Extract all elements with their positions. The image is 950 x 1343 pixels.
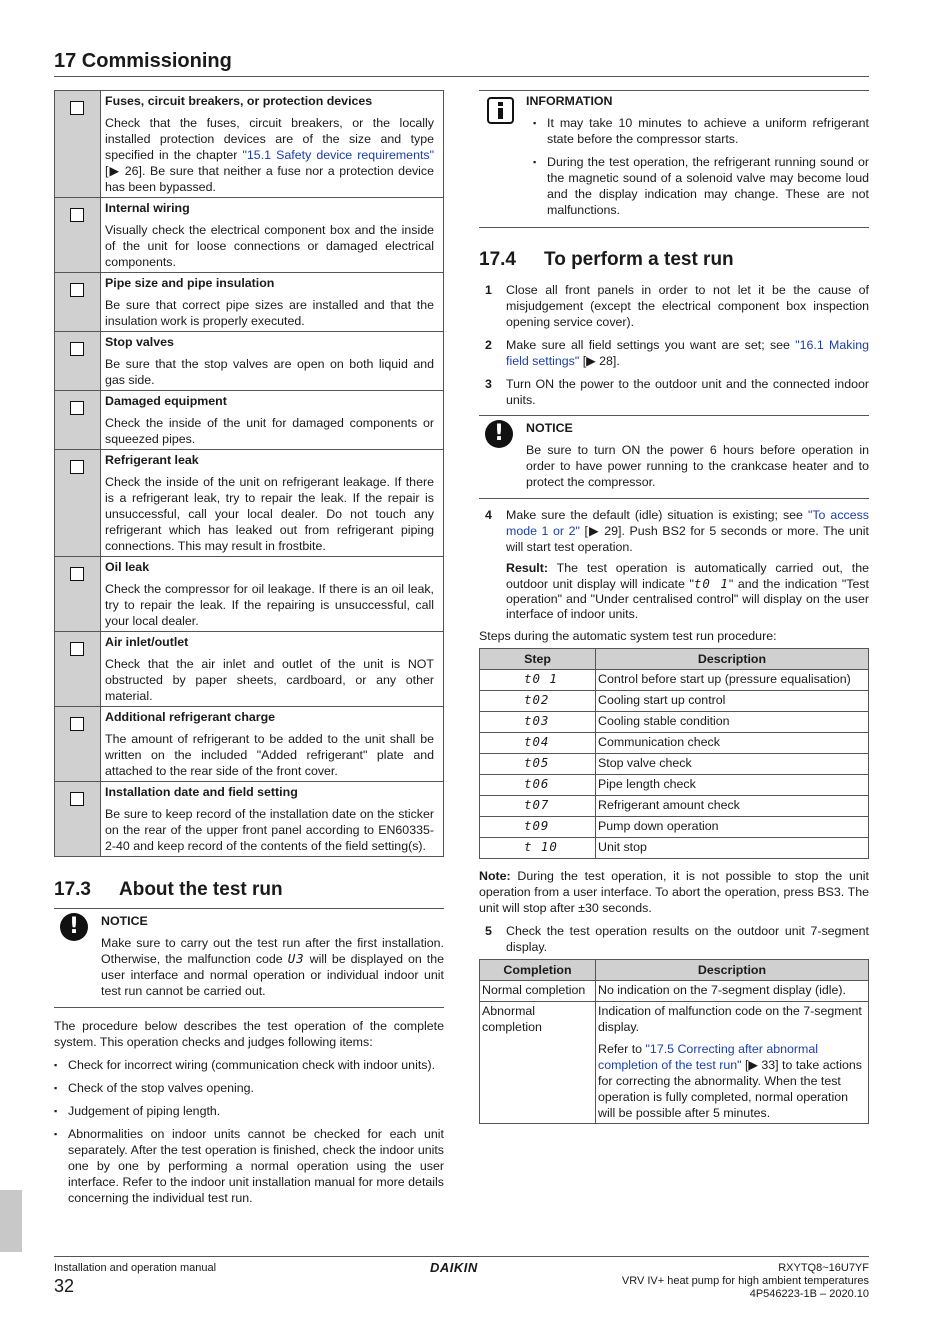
- checkbox-cell: [55, 332, 101, 391]
- list-item: ▪ Check of the stop valves opening.: [54, 1080, 444, 1096]
- section-number: 17.4: [479, 249, 516, 270]
- information-box: [479, 90, 869, 228]
- checkbox-cell: [55, 782, 101, 857]
- checklist-content: [101, 332, 444, 391]
- list-item: ▪ During the test operation, the refrigerant running sound or the magnetic sound of a solenoid valve may become loud and the display indication may change. These are not malfunctions.: [533, 154, 869, 218]
- checklist-row: [55, 632, 444, 707]
- table-row: [480, 981, 869, 1002]
- field-settings-link[interactable]: "16.1 Making field settings": [506, 338, 869, 368]
- exclamation-icon: !: [485, 420, 513, 448]
- column-header: Completion: [480, 960, 596, 981]
- test-steps-table: [479, 648, 869, 859]
- step-description: Cooling start up control: [596, 691, 869, 712]
- checkbox[interactable]: [70, 642, 84, 656]
- section-title: About the test run: [119, 879, 283, 900]
- step-code: t09: [480, 817, 596, 838]
- table-cell: No indication on the 7-segment display (idle).: [596, 981, 869, 1002]
- step-code: t04: [480, 733, 596, 754]
- checklist-body: Check the inside of the unit for damaged components or squeezed pipes.: [105, 416, 434, 446]
- step-description: Pipe length check: [596, 775, 869, 796]
- notice-title: NOTICE: [101, 914, 148, 928]
- notice-box: [479, 415, 869, 499]
- checklist-content: [101, 450, 444, 557]
- checklist-content: [101, 557, 444, 632]
- checkbox[interactable]: [70, 283, 84, 297]
- safety-device-link[interactable]: "15.1 Safety device requirements": [242, 148, 434, 162]
- checklist-table: [54, 90, 444, 857]
- document-code: 4P546223-1B – 2020.10: [749, 1288, 869, 1300]
- daikin-logo: DAIKIN: [430, 1260, 478, 1275]
- checklist-body: Visually check the electrical component box and the inside of the unit for loose connections or damaged electrical components.: [105, 223, 434, 269]
- checklist-title: Refrigerant leak: [105, 453, 199, 467]
- test-note: Note: During the test operation, it is not possible to stop the unit operation from a user interface. To abort the operation, press BS3. The unit will stop after ±30 seconds.: [479, 869, 869, 915]
- test-run-steps: [479, 282, 869, 408]
- column-header: Description: [596, 649, 869, 670]
- checkbox-cell: [55, 450, 101, 557]
- section-title: To perform a test run: [544, 249, 734, 270]
- page-title: 17 Commissioning: [54, 50, 232, 72]
- table-cell: [596, 1002, 869, 1124]
- checklist-title: Additional refrigerant charge: [105, 710, 276, 724]
- checklist-row: [55, 557, 444, 632]
- checklist-title: Stop valves: [105, 335, 174, 349]
- checklist-title: Internal wiring: [105, 201, 190, 215]
- step-description: Refrigerant amount check: [596, 796, 869, 817]
- test-run-steps: [479, 923, 869, 955]
- notice-title: NOTICE: [526, 421, 573, 435]
- right-column: [479, 90, 869, 1124]
- information-icon: [487, 97, 514, 124]
- step-item: 2 Make sure all field settings you want are set; see "16.1 Making field settings" [▶ 28].: [485, 338, 869, 368]
- checklist-row: [55, 91, 444, 198]
- step-item: 5 Check the test operation results on the outdoor unit 7-segment display.: [485, 924, 869, 954]
- checkbox-cell: [55, 557, 101, 632]
- checklist-title: Air inlet/outlet: [105, 635, 189, 649]
- step-code: t03: [480, 712, 596, 733]
- check-items-list: [54, 1057, 444, 1206]
- checklist-content: [101, 707, 444, 782]
- checkbox-cell: [55, 707, 101, 782]
- completion-table: [479, 959, 869, 1124]
- table-row: [480, 754, 869, 775]
- checklist-body: Be sure to keep record of the installation date on the sticker on the rear of the upper front panel according to EN60335-2-40 and keep record of the contents of the field setting(s).: [105, 807, 434, 853]
- step-description: Communication check: [596, 733, 869, 754]
- checklist-row: [55, 450, 444, 557]
- checklist-title: Installation date and field setting: [105, 785, 298, 799]
- step-item: 1 Close all front panels in order to not let it be the cause of misjudgement (except the electrical component box inspection opening service cover).: [485, 283, 869, 329]
- checklist-body: Check the compressor for oil leakage. If there is an oil leak, try to repair the leak. If the repairing is unsuccessful, call your local dealer.: [105, 582, 434, 628]
- step-description: Stop valve check: [596, 754, 869, 775]
- table-row: [480, 838, 869, 859]
- checklist-content: [101, 391, 444, 450]
- checklist-body: Check that the air inlet and outlet of the unit is NOT obstructed by paper sheets, cardboard, or any other material.: [105, 657, 434, 703]
- list-item: ▪ It may take 10 minutes to achieve a uniform refrigerant state before the compressor starts.: [533, 115, 869, 147]
- page-number: 32: [54, 1276, 75, 1296]
- document-info: [622, 1262, 869, 1301]
- checkbox[interactable]: [70, 208, 84, 222]
- abnormal-action: Refer to "17.5 Correcting after abnormal completion of the test run" [▶ 33] to take actions for correcting the abnormality. When the test operation is fully completed, normal operation will be possible after 5 minutes.: [598, 1042, 862, 1120]
- section-number: 17.3: [54, 879, 91, 900]
- table-row: [480, 733, 869, 754]
- table-row: [480, 817, 869, 838]
- checkbox-cell: [55, 91, 101, 198]
- notice-body: Make sure to carry out the test run after the first installation. Otherwise, the malfunction code U3 will be displayed on the user interface and normal operation or individual indoor unit test run cannot be carried out.: [101, 936, 444, 998]
- notice-box: [54, 909, 444, 1008]
- step-code: t0 1: [480, 670, 596, 691]
- checkbox[interactable]: [70, 567, 84, 581]
- step-description: Pump down operation: [596, 817, 869, 838]
- step-code: t05: [480, 754, 596, 775]
- table-row: [480, 1002, 869, 1124]
- checkbox-cell: [55, 391, 101, 450]
- checklist-body: Be sure that the stop valves are open on both liquid and gas side.: [105, 357, 434, 387]
- table-row: [480, 775, 869, 796]
- checklist-row: [55, 273, 444, 332]
- step4-result: Result: The test operation is automatically carried out, the outdoor unit display will indicate "t0 1" and the indication "Test operation" and "Under centralised control" will display on the user interface of indoor units.: [506, 561, 869, 621]
- step-item: 3 Turn ON the power to the outdoor unit and the connected indoor units.: [485, 377, 869, 407]
- checklist-body: Check the inside of the unit on refrigerant leakage. If there is a refrigerant leak, try to repair the leak. If the repair is unsuccessful, call your local dealer. Do not touch any refrigerant which has leaked out from refrigerant piping connections. This may result in frostbite.: [105, 475, 434, 553]
- checklist-content: [101, 782, 444, 857]
- step-code: t07: [480, 796, 596, 817]
- page-header: [54, 49, 869, 77]
- exclamation-icon: !: [60, 913, 88, 941]
- checklist-row: [55, 332, 444, 391]
- section-17-3-heading: [54, 878, 444, 909]
- checkbox[interactable]: [70, 717, 84, 731]
- table-row: [480, 670, 869, 691]
- checklist-body: Be sure that correct pipe sizes are installed and that the insulation work is properly executed.: [105, 298, 434, 328]
- checklist-content: [101, 632, 444, 707]
- checkbox[interactable]: [70, 101, 84, 115]
- checklist-row: [55, 391, 444, 450]
- access-mode-link[interactable]: "To access mode 1 or 2": [506, 508, 869, 538]
- checklist-row: [55, 198, 444, 273]
- checkbox[interactable]: [70, 792, 84, 806]
- abnormal-desc: Indication of malfunction code on the 7-segment display.: [598, 1004, 862, 1034]
- product-line: VRV IV+ heat pump for high ambient temperatures: [621, 1275, 869, 1287]
- checklist-title: Damaged equipment: [105, 394, 227, 408]
- checklist-title: Oil leak: [105, 560, 150, 574]
- checklist-row: [55, 782, 444, 857]
- checklist-body: The amount of refrigerant to be added to the unit shall be written on the included "Added refrigerant" plate and attached to the rear side of the front cover.: [105, 732, 434, 778]
- column-header: Description: [596, 960, 869, 981]
- procedure-intro: The procedure below describes the test operation of the complete system. This operation checks and judges following items:: [54, 1019, 444, 1049]
- table-row: [480, 691, 869, 712]
- checklist-body: Check that the fuses, circuit breakers, or the locally installed protection devices are of the size and type specified in the chapter "15.1 Safety device requirements" [▶ 26]. Be sure that neither a fuse nor a protection device has been bypassed.: [105, 116, 434, 194]
- list-item: ▪ Check for incorrect wiring (communication check with indoor units).: [54, 1057, 444, 1073]
- column-header: Step: [480, 649, 596, 670]
- checkbox-cell: [55, 198, 101, 273]
- checklist-title: Pipe size and pipe insulation: [105, 276, 275, 290]
- information-title: INFORMATION: [526, 94, 613, 108]
- malfunction-code: U3: [287, 951, 305, 966]
- display-code: t0 1: [693, 576, 729, 591]
- step-description: Unit stop: [596, 838, 869, 859]
- correcting-link[interactable]: "17.5 Correcting after abnormal completion of the test run": [598, 1042, 818, 1072]
- checkbox-cell: [55, 273, 101, 332]
- table-cell: Normal completion: [480, 981, 596, 1002]
- page-footer: [54, 1256, 869, 1300]
- step-description: Cooling stable condition: [596, 712, 869, 733]
- side-tab: [0, 1190, 22, 1252]
- step-code: t02: [480, 691, 596, 712]
- steps-caption: Steps during the automatic system test run procedure:: [479, 629, 777, 643]
- manual-name: Installation and operation manual: [54, 1262, 217, 1274]
- checklist-title: Fuses, circuit breakers, or protection devices: [105, 94, 373, 108]
- step-code: t06: [480, 775, 596, 796]
- table-row: [480, 712, 869, 733]
- left-column: [54, 90, 444, 1213]
- step-code: t 10: [480, 838, 596, 859]
- table-cell: Abnormal completion: [480, 1002, 596, 1124]
- section-17-4-heading: [479, 248, 869, 272]
- checkbox[interactable]: [70, 460, 84, 474]
- table-row: [480, 796, 869, 817]
- information-list: [526, 115, 869, 218]
- checkbox[interactable]: [70, 401, 84, 415]
- model-number: RXYTQ8~16U7YF: [778, 1262, 869, 1274]
- list-item: ▪ Judgement of piping length.: [54, 1103, 444, 1119]
- notice-body: Be sure to turn ON the power 6 hours before operation in order to have power running to the crankcase heater and to protect the compressor.: [526, 443, 869, 489]
- checklist-content: [101, 91, 444, 198]
- step-description: Control before start up (pressure equalisation): [596, 670, 869, 691]
- checklist-row: [55, 707, 444, 782]
- checkbox-cell: [55, 632, 101, 707]
- checklist-content: [101, 273, 444, 332]
- list-item: ▪ Abnormalities on indoor units cannot be checked for each unit separately. After the test operation is finished, check the indoor units one by one by performing a normal operation using the user interface. Refer to the indoor unit installation manual for more details concerning the individual test run.: [54, 1126, 444, 1206]
- checkbox[interactable]: [70, 342, 84, 356]
- test-run-steps: [479, 507, 869, 555]
- checklist-content: [101, 198, 444, 273]
- step-item: 4 Make sure the default (idle) situation is existing; see "To access mode 1 or 2" [▶ 29]. Push BS2 for 5 seconds or more. The unit will start test operation.: [485, 508, 869, 554]
